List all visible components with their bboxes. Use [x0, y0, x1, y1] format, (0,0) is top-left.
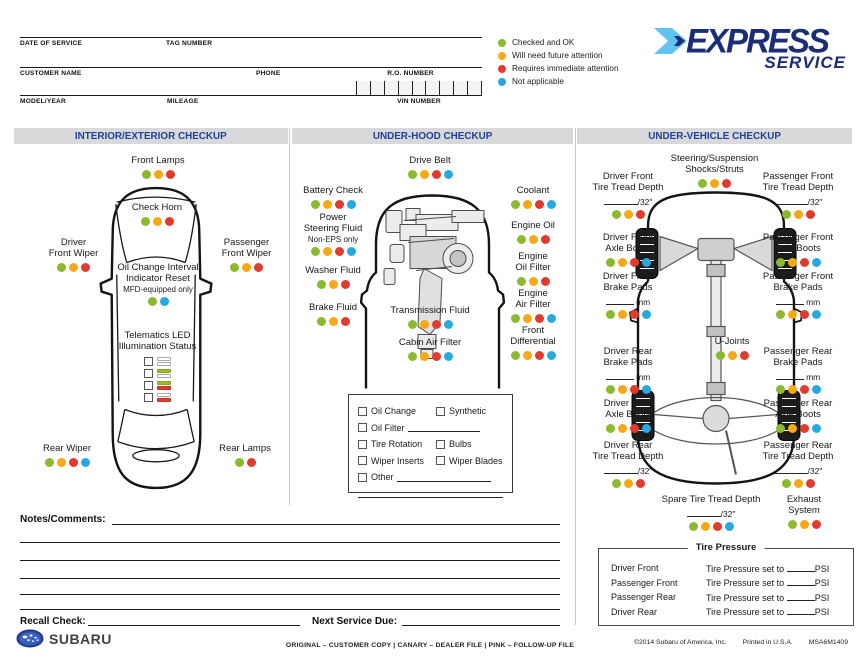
- notes-line: [20, 560, 560, 561]
- form-line: [20, 95, 482, 96]
- status-dot-red[interactable]: [806, 210, 815, 219]
- status-dot-yellow[interactable]: [329, 317, 338, 326]
- status-dot-yellow[interactable]: [728, 351, 737, 360]
- checkpoint-passenger-rear-brake-pads: Passenger Rear Brake Pads mm: [748, 347, 848, 394]
- legend-dot-green-icon: [498, 39, 506, 47]
- status-dot-red[interactable]: [335, 247, 344, 256]
- status-dot-red[interactable]: [800, 258, 809, 267]
- checkpoint-u-joints: U-Joints: [692, 337, 772, 360]
- legend-item-checked-ok: Checked and OK: [498, 36, 619, 49]
- status-dot-yellow[interactable]: [618, 424, 627, 433]
- status-dot-yellow[interactable]: [788, 385, 797, 394]
- footer-form-code: MSA6M1409: [808, 639, 848, 646]
- status-dot-green[interactable]: [606, 424, 615, 433]
- status-dot-yellow[interactable]: [57, 458, 66, 467]
- led-state-icon: [157, 381, 171, 390]
- led-state-icon: [157, 369, 171, 378]
- status-dot-blue[interactable]: [547, 351, 556, 360]
- status-dot-red[interactable]: [166, 170, 175, 179]
- service-label: Wiper Blades: [449, 455, 503, 466]
- status-dot-red[interactable]: [722, 179, 731, 188]
- checkpoint-driver-rear-tire-tread: Driver Rear Tire Tread Depth /32": [576, 441, 680, 488]
- status-dot-blue[interactable]: [812, 385, 821, 394]
- status-dot-green[interactable]: [317, 280, 326, 289]
- status-dot-red[interactable]: [341, 317, 350, 326]
- checkpoint-drive-belt: Drive Belt: [380, 156, 480, 179]
- fill-in-line: mm: [582, 296, 674, 307]
- psi-write-in-line: [787, 563, 815, 572]
- status-dots: [582, 424, 674, 433]
- service-label: Wiper Inserts: [371, 455, 425, 466]
- checkbox-oil-filter[interactable]: [358, 423, 367, 432]
- section-header-interior: INTERIOR/EXTERIOR CHECKUP: [14, 128, 288, 144]
- status-dot-red[interactable]: [630, 310, 639, 319]
- status-dot-red[interactable]: [630, 258, 639, 267]
- status-dots: [200, 458, 290, 467]
- subaru-logo-icon: [16, 629, 44, 648]
- status-dot-blue[interactable]: [444, 352, 453, 361]
- tire-pressure-row: Passenger Front Tire Pressure set to PSI: [611, 577, 830, 589]
- status-dot-red[interactable]: [713, 522, 722, 531]
- status-dot-blue[interactable]: [547, 314, 556, 323]
- service-label: Oil Change: [371, 406, 417, 417]
- led-bar-red: [157, 386, 171, 390]
- checkbox-bulbs[interactable]: [436, 440, 445, 449]
- status-dots: [746, 210, 850, 219]
- psi-write-in-line: [787, 577, 815, 586]
- service-label: Synthetic: [449, 406, 487, 417]
- legend-dot-blue-icon: [498, 78, 506, 86]
- footer-legal: [634, 639, 848, 646]
- status-dot-yellow[interactable]: [523, 351, 532, 360]
- status-dot-green[interactable]: [782, 479, 791, 488]
- telematics-row: [100, 356, 215, 368]
- status-dot-red[interactable]: [636, 479, 645, 488]
- checkpoint-spare-tire-tread: Spare Tire Tread Depth /32": [636, 495, 786, 531]
- checkbox-other[interactable]: [358, 473, 367, 482]
- status-dot-blue[interactable]: [812, 258, 821, 267]
- telematics-row: [100, 392, 215, 404]
- subaru-brand: [16, 629, 112, 648]
- fill-in-line: /32": [746, 465, 850, 476]
- status-dots: [746, 479, 850, 488]
- status-dot-green[interactable]: [776, 424, 785, 433]
- checkpoint-rear-wiper: Rear Wiper: [22, 444, 112, 467]
- vin-comb-field: [356, 81, 482, 95]
- status-dot-yellow[interactable]: [420, 320, 429, 329]
- field-label-date-of-service: DATE OF SERVICE: [20, 40, 83, 47]
- checkpoint-passenger-front-axle-boots: Passenger Front Axle Boots: [748, 233, 848, 267]
- status-dot-green[interactable]: [517, 277, 526, 286]
- checkpoint-driver-rear-axle-boots: Driver Rear Axle Boots: [582, 399, 674, 433]
- status-dots: [496, 314, 570, 323]
- status-dot-green[interactable]: [716, 351, 725, 360]
- status-dots: [768, 520, 840, 529]
- notes-line: [20, 542, 560, 543]
- checkbox[interactable]: [144, 357, 153, 366]
- field-label-model-year: MODEL/YEAR: [20, 98, 66, 105]
- led-bar-off: [157, 357, 171, 361]
- status-dot-yellow[interactable]: [242, 263, 251, 272]
- fill-in-line: /32": [578, 196, 678, 207]
- status-dots: [102, 297, 214, 306]
- service-label: Bulbs: [449, 439, 472, 450]
- checkpoint-battery-check: Battery Check: [292, 186, 374, 209]
- service-label: Other: [371, 472, 394, 483]
- notes-line: [20, 609, 560, 610]
- status-dot-green[interactable]: [142, 170, 151, 179]
- status-dot-yellow[interactable]: [794, 210, 803, 219]
- status-dot-yellow[interactable]: [420, 170, 429, 179]
- legend-item-not-applicable: Not applicable: [498, 75, 619, 88]
- status-dot-yellow[interactable]: [523, 314, 532, 323]
- status-dot-blue[interactable]: [725, 522, 734, 531]
- status-dot-yellow[interactable]: [323, 247, 332, 256]
- status-dots: [748, 258, 848, 267]
- psi-write-in-line: [787, 592, 815, 601]
- status-dots: [355, 320, 505, 329]
- checkpoint-passenger-rear-axle-boots: Passenger Rear Axle Boots: [748, 399, 848, 433]
- write-in-line: [397, 473, 491, 482]
- status-dot-yellow[interactable]: [788, 424, 797, 433]
- field-label-ro-number: R.O. NUMBER: [387, 70, 434, 77]
- checkpoint-brake-fluid: Brake Fluid: [292, 303, 374, 326]
- status-dot-yellow[interactable]: [618, 310, 627, 319]
- checkbox[interactable]: [144, 381, 153, 390]
- checkpoint-passenger-front-tire-tread: Passenger Front Tire Tread Depth /32": [746, 172, 850, 219]
- status-dot-blue[interactable]: [347, 247, 356, 256]
- checkbox-synthetic[interactable]: [436, 407, 445, 416]
- led-bar-red: [157, 398, 171, 402]
- led-state-icon: [157, 357, 171, 366]
- service-label: Tire Rotation: [371, 439, 423, 450]
- next-service-line: [402, 625, 560, 626]
- status-dot-blue[interactable]: [812, 424, 821, 433]
- telematics-row: [100, 368, 215, 380]
- fill-in-line: /32": [746, 196, 850, 207]
- field-label-tag-number: TAG NUMBER: [166, 40, 213, 47]
- notes-line: [20, 594, 560, 595]
- checkpoint-passenger-front-brake-pads: Passenger Front Brake Pads mm: [748, 272, 848, 319]
- status-dots: [498, 200, 568, 209]
- checkpoint-driver-front-wiper: Driver Front Wiper: [26, 238, 121, 272]
- checkpoint-passenger-front-wiper: Passenger Front Wiper: [199, 238, 294, 272]
- checkpoint-cabin-air-filter: Cabin Air Filter: [360, 338, 500, 361]
- status-dot-blue[interactable]: [81, 458, 90, 467]
- status-dot-blue[interactable]: [444, 320, 453, 329]
- status-dots: [290, 247, 376, 256]
- checkpoint-washer-fluid: Washer Fluid: [292, 266, 374, 289]
- fill-in-line: mm: [582, 371, 674, 382]
- checkpoint-exhaust-system: Exhaust System: [768, 495, 840, 529]
- checkpoint-engine-oil-filter: Engine Oil Filter: [496, 252, 570, 286]
- write-in-line: [408, 423, 480, 432]
- status-dot-yellow[interactable]: [618, 385, 627, 394]
- legend-dot-red-icon: [498, 65, 506, 73]
- status-dot-green[interactable]: [408, 170, 417, 179]
- status-dot-yellow[interactable]: [529, 235, 538, 244]
- status-dot-red[interactable]: [806, 479, 815, 488]
- status-dot-green[interactable]: [606, 385, 615, 394]
- status-dot-green[interactable]: [235, 458, 244, 467]
- status-dot-green[interactable]: [776, 310, 785, 319]
- status-dots: [748, 424, 848, 433]
- status-dots: [108, 170, 208, 179]
- led-bar-off: [157, 362, 171, 366]
- tire-pressure-title: Tire Pressure: [688, 542, 765, 553]
- status-dot-green[interactable]: [311, 200, 320, 209]
- status-dot-red[interactable]: [800, 310, 809, 319]
- checkpoint-driver-rear-brake-pads: Driver Rear Brake Pads mm: [582, 347, 674, 394]
- checkpoint-passenger-rear-tire-tread: Passenger Rear Tire Tread Depth /32": [746, 441, 850, 488]
- status-dot-green[interactable]: [57, 263, 66, 272]
- status-dot-yellow[interactable]: [153, 217, 162, 226]
- checkbox[interactable]: [144, 369, 153, 378]
- status-dot-green[interactable]: [511, 200, 520, 209]
- checkpoint-power-steering-fluid: Power Steering Fluid Non-EPS only: [290, 213, 376, 256]
- status-dot-yellow[interactable]: [323, 200, 332, 209]
- engine-bay-diagram: [360, 186, 505, 392]
- status-dot-red[interactable]: [800, 424, 809, 433]
- status-dot-green[interactable]: [606, 258, 615, 267]
- status-dot-green[interactable]: [517, 235, 526, 244]
- status-dot-blue[interactable]: [347, 200, 356, 209]
- footer-printed-in: Printed in U.S.A.: [742, 639, 793, 646]
- checkpoint-driver-front-brake-pads: Driver Front Brake Pads mm: [582, 272, 674, 319]
- section-header-under-hood: UNDER-HOOD CHECKUP: [292, 128, 573, 144]
- status-dot-yellow[interactable]: [800, 520, 809, 529]
- footer-copy-distribution: ORIGINAL – CUSTOMER COPY | CANARY – DEALER FILE | PINK – FOLLOW-UP FILE: [285, 642, 575, 649]
- status-dots: [496, 277, 570, 286]
- status-dots: [582, 310, 674, 319]
- status-dot-yellow[interactable]: [624, 210, 633, 219]
- status-dot-yellow[interactable]: [794, 479, 803, 488]
- status-dot-green[interactable]: [612, 479, 621, 488]
- status-dots: [496, 235, 570, 244]
- status-dot-green[interactable]: [148, 297, 157, 306]
- status-dot-red[interactable]: [636, 210, 645, 219]
- checkpoint-front-lamps: Front Lamps: [108, 156, 208, 179]
- led-bar-off: [157, 393, 171, 397]
- led-state-icon: [157, 393, 171, 402]
- status-dot-red[interactable]: [165, 217, 174, 226]
- checkpoint-oil-change-interval-reset: Oil Change Interval Indicator Reset MFD-equipped only: [102, 263, 214, 306]
- checkpoint-telematics-led: Telematics LED Illumination Status: [100, 331, 215, 404]
- logo-service-word: SERVICE: [764, 53, 846, 72]
- status-dot-green[interactable]: [776, 385, 785, 394]
- status-dot-blue[interactable]: [160, 297, 169, 306]
- fill-in-line: mm: [748, 371, 848, 382]
- checkpoint-steering-suspension: Steering/Suspension Shocks/Struts: [652, 154, 777, 188]
- status-dot-red[interactable]: [535, 200, 544, 209]
- status-dot-red[interactable]: [432, 170, 441, 179]
- status-dot-yellow[interactable]: [788, 258, 797, 267]
- status-dot-red[interactable]: [541, 235, 550, 244]
- checkbox-wiper-inserts[interactable]: [358, 456, 367, 465]
- status-dot-red[interactable]: [432, 352, 441, 361]
- status-dot-green[interactable]: [45, 458, 54, 467]
- fill-in-line: mm: [748, 296, 848, 307]
- legend-dot-yellow-icon: [498, 52, 506, 60]
- status-dot-green[interactable]: [511, 351, 520, 360]
- status-dot-yellow[interactable]: [154, 170, 163, 179]
- status-dot-red[interactable]: [535, 314, 544, 323]
- status-dot-red[interactable]: [800, 385, 809, 394]
- status-dot-red[interactable]: [630, 424, 639, 433]
- status-dot-green[interactable]: [511, 314, 520, 323]
- tire-pressure-row: Driver Rear Tire Pressure set to PSI: [611, 606, 830, 618]
- led-bar-off: [157, 374, 171, 378]
- express-service-logo: [652, 22, 852, 73]
- form-line: [20, 67, 482, 68]
- section-header-under-vehicle: UNDER-VEHICLE CHECKUP: [577, 128, 852, 144]
- next-service-due-label: Next Service Due:: [312, 616, 398, 627]
- service-label: Oil Filter: [371, 422, 405, 433]
- status-dot-blue[interactable]: [812, 310, 821, 319]
- footer-copyright: ©2014 Subaru of America, Inc.: [634, 639, 727, 646]
- logo-express-word: EXPRESS: [686, 21, 828, 60]
- checkpoint-engine-air-filter: Engine Air Filter: [496, 289, 570, 323]
- field-label-mileage: MILEAGE: [167, 98, 199, 105]
- notes-comments-label: Notes/Comments:: [20, 514, 106, 525]
- checkpoint-rear-lamps: Rear Lamps: [200, 444, 290, 467]
- status-dot-yellow[interactable]: [69, 263, 78, 272]
- checkpoint-transmission-fluid: Transmission Fluid: [355, 306, 505, 329]
- status-dot-green[interactable]: [141, 217, 150, 226]
- status-dot-green[interactable]: [612, 210, 621, 219]
- recall-line: [88, 625, 300, 626]
- fill-in-line: /32": [636, 508, 786, 519]
- telematics-row: [100, 380, 215, 392]
- status-dot-green[interactable]: [311, 247, 320, 256]
- checkbox[interactable]: [144, 393, 153, 402]
- status-dot-yellow[interactable]: [624, 479, 633, 488]
- status-dot-yellow[interactable]: [523, 200, 532, 209]
- status-dot-green[interactable]: [408, 352, 417, 361]
- telematics-led-rows: [100, 356, 215, 404]
- status-dot-red[interactable]: [254, 263, 263, 272]
- status-dots: [22, 458, 112, 467]
- status-dot-red[interactable]: [247, 458, 256, 467]
- status-dots: [748, 385, 848, 394]
- status-dot-red[interactable]: [432, 320, 441, 329]
- status-dot-green[interactable]: [776, 258, 785, 267]
- led-bar-green: [157, 369, 171, 373]
- recall-check-label: Recall Check:: [20, 616, 86, 627]
- form-line: [20, 37, 482, 38]
- status-dots: [582, 385, 674, 394]
- services-performed-box: [348, 394, 513, 493]
- status-dot-green[interactable]: [317, 317, 326, 326]
- checkpoint-front-differential: Front Differential: [494, 326, 572, 360]
- checkbox-wiper-blades[interactable]: [436, 456, 445, 465]
- status-dots: [494, 351, 572, 360]
- status-dot-green[interactable]: [689, 522, 698, 531]
- status-dots: [292, 280, 374, 289]
- status-dots: [292, 200, 374, 209]
- legend-item-future-attention: Will need future attention: [498, 49, 619, 62]
- tire-pressure-box: [598, 542, 854, 626]
- status-dot-blue[interactable]: [642, 424, 651, 433]
- status-dot-blue[interactable]: [642, 258, 651, 267]
- notes-line: [112, 524, 560, 525]
- status-legend: [498, 36, 619, 88]
- checkpoint-check-horn: Check Horn: [112, 203, 202, 226]
- status-dot-green[interactable]: [230, 263, 239, 272]
- status-dot-yellow[interactable]: [788, 310, 797, 319]
- status-dot-green[interactable]: [782, 210, 791, 219]
- status-dots: [748, 310, 848, 319]
- status-dot-blue[interactable]: [444, 170, 453, 179]
- field-label-vin-number: VIN NUMBER: [397, 98, 441, 105]
- status-dot-yellow[interactable]: [701, 522, 710, 531]
- checkpoint-coolant: Coolant: [498, 186, 568, 209]
- status-dot-green[interactable]: [788, 520, 797, 529]
- status-dot-yellow[interactable]: [329, 280, 338, 289]
- tire-pressure-row: Passenger Rear Tire Pressure set to PSI: [611, 592, 830, 603]
- write-in-line: [358, 489, 503, 498]
- led-bar-green: [157, 381, 171, 385]
- status-dot-green[interactable]: [698, 179, 707, 188]
- status-dot-blue[interactable]: [642, 385, 651, 394]
- status-dots: [576, 479, 680, 488]
- checkpoint-driver-front-axle-boots: Driver Front Axle Boots: [582, 233, 674, 267]
- status-dots: [360, 352, 500, 361]
- checkpoint-driver-front-tire-tread: Driver Front Tire Tread Depth /32": [578, 172, 678, 219]
- field-label-customer-name: CUSTOMER NAME: [20, 70, 82, 77]
- status-dot-red[interactable]: [535, 351, 544, 360]
- status-dots: [578, 210, 678, 219]
- fill-in-line: /32": [576, 465, 680, 476]
- status-dots: [380, 170, 480, 179]
- status-dots: [636, 522, 786, 531]
- status-dot-green[interactable]: [606, 310, 615, 319]
- notes-line: [20, 578, 560, 579]
- status-dot-blue[interactable]: [642, 310, 651, 319]
- status-dot-yellow[interactable]: [710, 179, 719, 188]
- tire-pressure-row: Driver Front Tire Pressure set to PSI: [611, 563, 830, 574]
- status-dot-red[interactable]: [812, 520, 821, 529]
- status-dot-red[interactable]: [335, 200, 344, 209]
- status-dot-red[interactable]: [541, 277, 550, 286]
- status-dot-yellow[interactable]: [529, 277, 538, 286]
- field-label-phone: PHONE: [256, 70, 281, 77]
- status-dot-red[interactable]: [341, 280, 350, 289]
- column-divider: [575, 128, 576, 625]
- status-dot-red[interactable]: [630, 385, 639, 394]
- status-dots: [582, 258, 674, 267]
- status-dot-green[interactable]: [408, 320, 417, 329]
- legend-item-immediate-attention: Requires immediate attention: [498, 62, 619, 75]
- psi-write-in-line: [787, 606, 815, 615]
- status-dots: [112, 217, 202, 226]
- subaru-wordmark: SUBARU: [49, 630, 112, 647]
- checkbox-oil-change[interactable]: [358, 407, 367, 416]
- status-dot-red[interactable]: [81, 263, 90, 272]
- status-dot-blue[interactable]: [547, 200, 556, 209]
- checkbox-tire-rotation[interactable]: [358, 440, 367, 449]
- status-dot-red[interactable]: [69, 458, 78, 467]
- checkpoint-engine-oil: Engine Oil: [496, 221, 570, 244]
- status-dot-yellow[interactable]: [618, 258, 627, 267]
- status-dot-yellow[interactable]: [420, 352, 429, 361]
